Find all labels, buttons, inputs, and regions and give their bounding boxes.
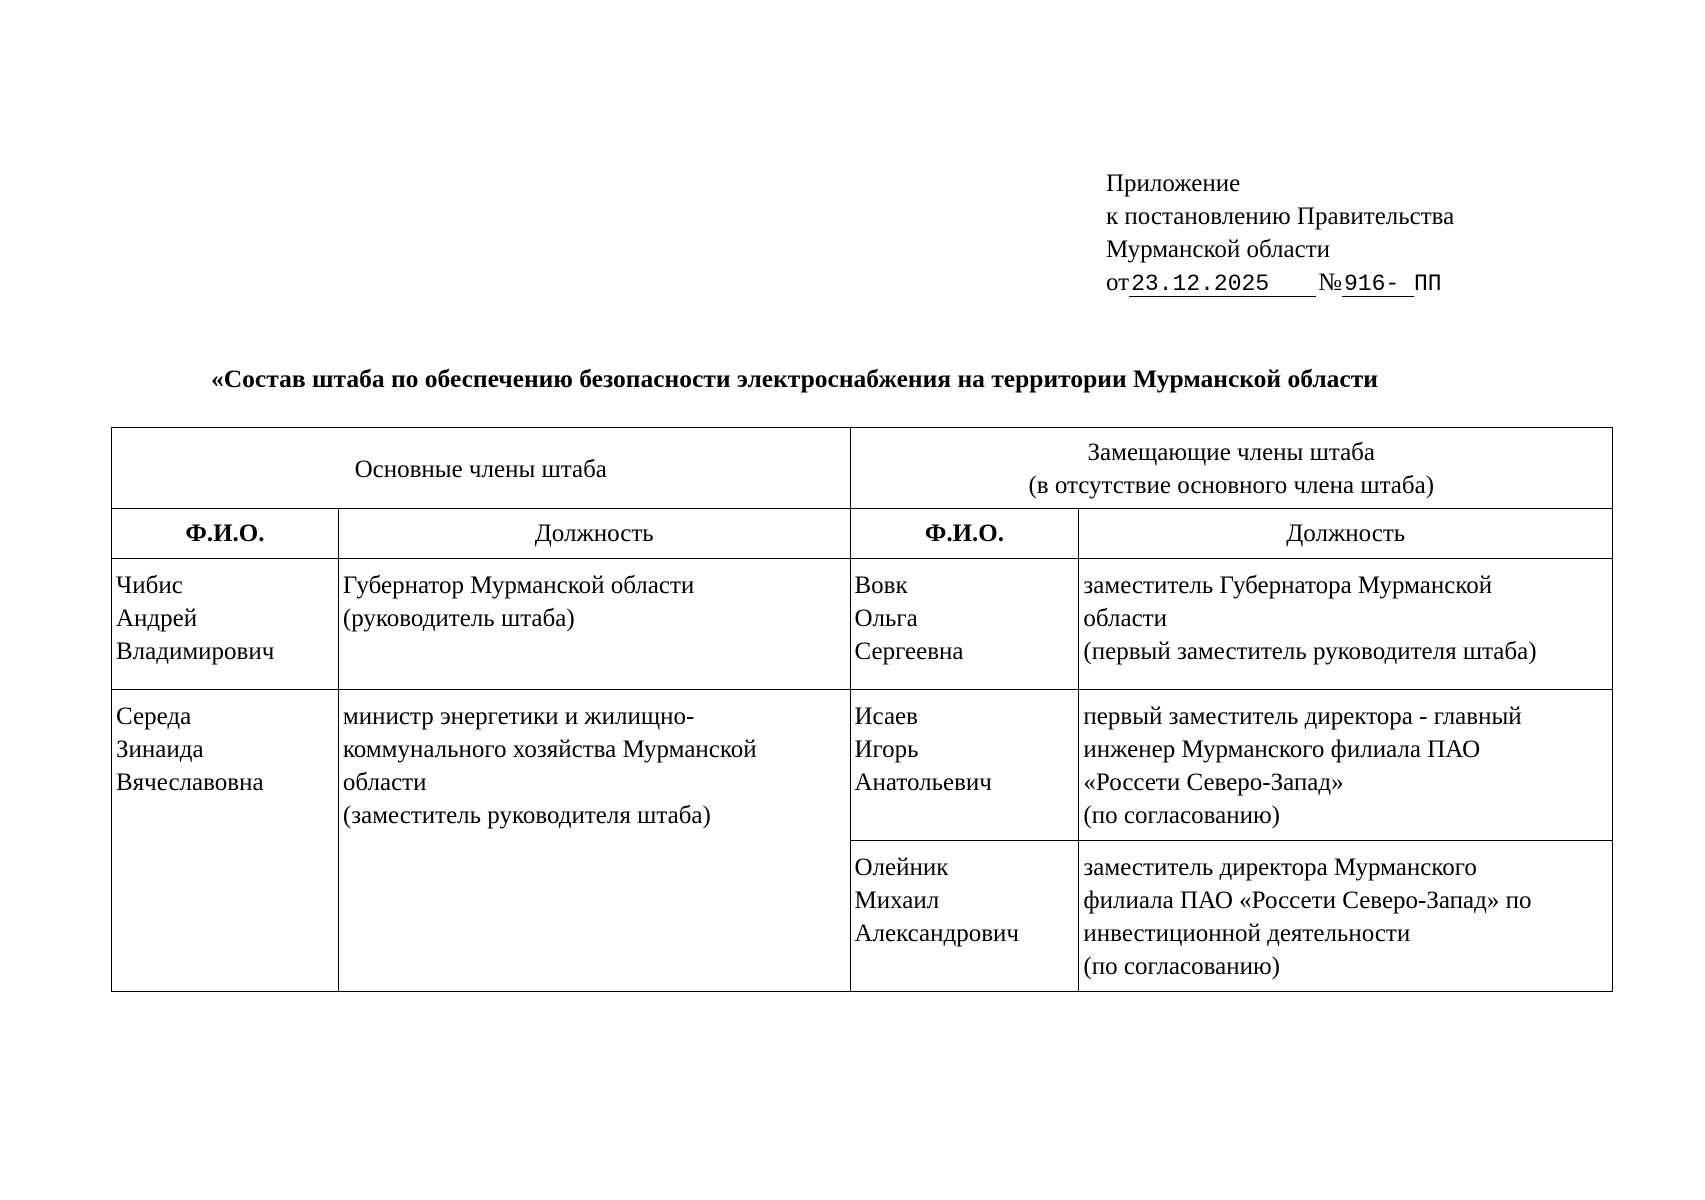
group-header-deputy — [850, 428, 1613, 509]
position-text: инженер Мурманского филиала ПАО — [1083, 736, 1481, 763]
resolution-number-suffix: ПП — [1413, 271, 1442, 297]
first-name: Андрей — [116, 605, 198, 632]
main-member-position — [338, 690, 850, 992]
position-text: филиала ПАО «Россети Северо-Запад» по — [1083, 887, 1532, 914]
deputy-member-position — [1079, 690, 1613, 841]
resolution-number: 916- — [1342, 272, 1414, 297]
deputy-member-position — [1079, 841, 1613, 992]
appendix-resolution-line: к постановлению Правительства — [1106, 203, 1455, 230]
main-member-position — [338, 559, 850, 690]
staff-composition-table — [111, 427, 1613, 992]
first-name: Зинаида — [116, 736, 204, 763]
position-role: (по согласованию) — [1083, 953, 1280, 980]
deputy-member-name — [850, 841, 1079, 992]
column-header-position-deputy: Должность — [1079, 509, 1613, 559]
patronymic: Александрович — [854, 920, 1020, 947]
table-row — [112, 559, 1613, 690]
appendix-region-line: Мурманской области — [1106, 236, 1331, 263]
position-text: «Россети Северо-Запад» — [1083, 769, 1344, 796]
surname: Середа — [116, 703, 192, 730]
table-row — [112, 690, 1613, 841]
position-role: (заместитель руководителя штаба) — [342, 802, 711, 829]
position-text: коммунального хозяйства Мурманской — [342, 736, 757, 763]
from-label: от — [1106, 269, 1130, 296]
document-title: «Состав штаба по обеспечению безопасности электроснабжения на территории Мурманской области — [211, 364, 1378, 393]
position-text: заместитель директора Мурманского — [1083, 854, 1477, 881]
position-role: (первый заместитель руководителя штаба) — [1083, 638, 1537, 665]
position-text: министр энергетики и жилищно- — [342, 703, 695, 730]
first-name: Игорь — [854, 736, 919, 763]
surname: Вовк — [854, 572, 908, 599]
group-header-main: Основные члены штаба — [112, 428, 851, 509]
position-text: заместитель Губернатора Мурманской — [1083, 572, 1493, 599]
patronymic: Сергеевна — [854, 638, 964, 665]
position-text: Губернатор Мурманской области — [342, 572, 695, 599]
surname: Чибис — [116, 572, 183, 599]
patronymic: Владимирович — [116, 638, 275, 665]
resolution-date: 23.12.2025 — [1129, 272, 1316, 297]
group-header-deputy-title: Замещающие члены штаба — [1087, 439, 1375, 466]
position-text: области — [342, 769, 427, 796]
position-text: инвестиционной деятельности — [1083, 920, 1411, 947]
deputy-member-name — [850, 690, 1079, 841]
group-header-row — [112, 428, 1613, 509]
surname: Олейник — [854, 854, 949, 881]
column-header-name-deputy: Ф.И.О. — [850, 509, 1079, 559]
deputy-member-name — [850, 559, 1079, 690]
column-header-position: Должность — [338, 509, 850, 559]
first-name: Михаил — [854, 887, 940, 914]
patronymic: Вячеславовна — [116, 769, 264, 796]
position-role: (руководитель штаба) — [342, 605, 575, 632]
main-member-name — [112, 559, 339, 690]
appendix-header — [1106, 167, 1454, 301]
position-role: (по согласованию) — [1083, 802, 1280, 829]
column-header-row — [112, 509, 1613, 559]
main-member-name — [112, 690, 339, 992]
deputy-member-position — [1079, 559, 1613, 690]
appendix-date-number-line — [1106, 266, 1454, 301]
surname: Исаев — [854, 703, 918, 730]
appendix-label: Приложение — [1106, 170, 1241, 197]
patronymic: Анатольевич — [854, 769, 992, 796]
group-header-deputy-note: (в отсутствие основного члена штаба) — [1028, 472, 1435, 499]
first-name: Ольга — [854, 605, 918, 632]
number-sign: № — [1318, 269, 1342, 296]
position-text: первый заместитель директора - главный — [1083, 703, 1522, 730]
column-header-name: Ф.И.О. — [112, 509, 339, 559]
position-text: области — [1083, 605, 1167, 632]
